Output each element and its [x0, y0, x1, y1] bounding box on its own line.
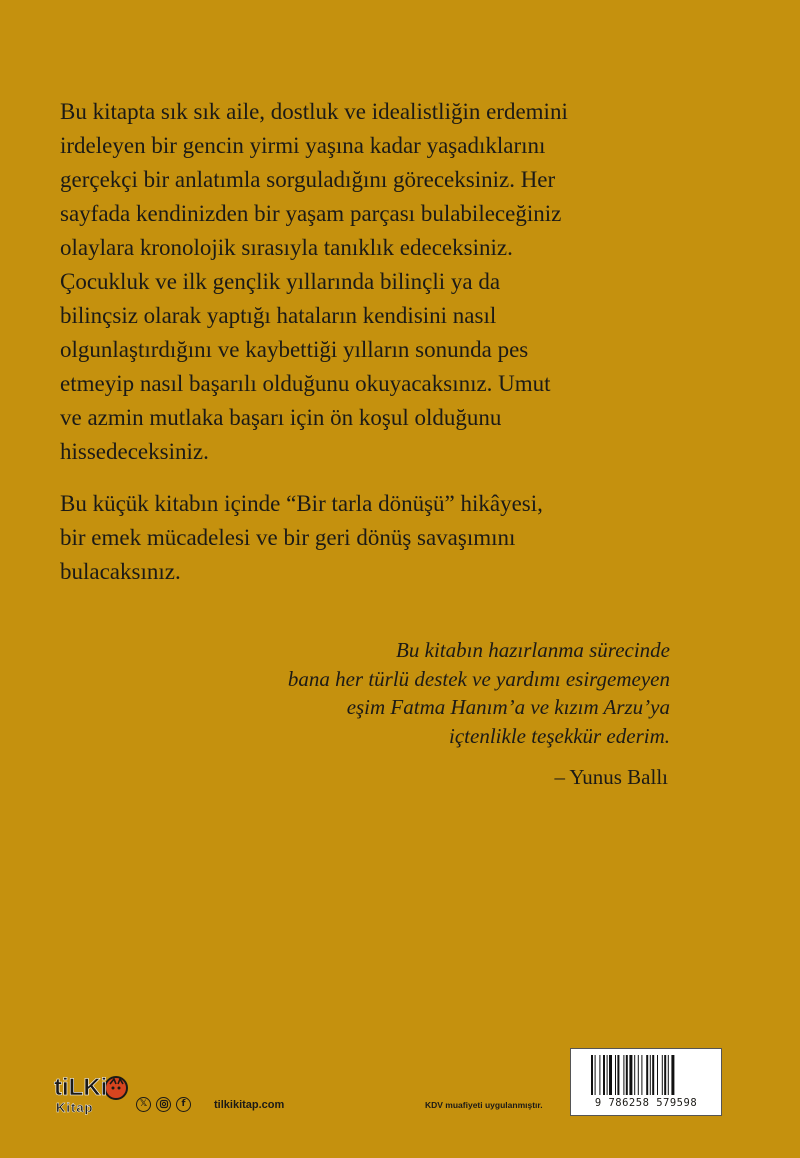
- blurb-line: irdeleyen bir gencin yirmi yaşına kadar yaşadıklarını: [60, 133, 546, 158]
- barcode-bar: [615, 1055, 616, 1095]
- blurb-line: ve azmin mutlaka başarı için ön koşul olduğunu: [60, 405, 502, 430]
- instagram-icon[interactable]: [156, 1097, 171, 1112]
- blurb-line: etmeyip nasıl başarılı olduğunu okuyacaksınız. Umut: [60, 371, 551, 396]
- blurb-line: olgunlaştırdığını ve kaybettiği yılların sonunda pes: [60, 337, 529, 362]
- barcode-bar: [626, 1055, 628, 1095]
- blurb-line: bir emek mücadelesi ve bir geri dönüş savaşımını: [60, 525, 516, 550]
- blurb-line: sayfada kendinizden bir yaşam parçası bulabileceğiniz: [60, 201, 562, 226]
- barcode-bar: [641, 1055, 642, 1095]
- barcode-bar: [638, 1055, 639, 1095]
- acknowledgement-line: içtenlikle teşekkür ederim.: [449, 723, 670, 748]
- blurb-line: Bu kitapta sık sık aile, dostluk ve idealistliğin erdemini: [60, 99, 568, 124]
- barcode-bar: [607, 1055, 608, 1095]
- author-signature: – Yunus Ballı: [554, 765, 668, 789]
- barcode-bar: [662, 1055, 663, 1095]
- barcode-bar: [657, 1055, 658, 1095]
- blurb-line: bulacaksınız.: [60, 559, 181, 584]
- publisher-logo: [52, 1068, 132, 1120]
- blurb-paragraph-2: [60, 487, 760, 589]
- barcode-bar: [668, 1055, 669, 1095]
- barcode-bar: [634, 1055, 635, 1095]
- blurb-line: hissedeceksiniz.: [60, 439, 209, 464]
- blurb-line: Bu küçük kitabın içinde “Bir tarla dönüşü” hikâyesi,: [60, 491, 543, 516]
- facebook-icon[interactable]: f: [176, 1097, 191, 1112]
- blurb-line: olaylara kronolojik sırasıyla tanıklık edeceksiniz.: [60, 235, 513, 260]
- isbn-number: 9 786258 579598: [594, 1097, 698, 1109]
- barcode-bar: [595, 1055, 596, 1095]
- barcode-bar: [623, 1055, 624, 1095]
- blurb-line: bilinçsiz olarak yaptığı hataların kendisini nasıl: [60, 303, 497, 328]
- barcode-bar: [671, 1055, 674, 1095]
- barcode-bar: [652, 1055, 654, 1095]
- isbn-barcode: [570, 1048, 722, 1116]
- tax-note: KDV muafiyeti uygulanmıştır.: [425, 1100, 543, 1110]
- blurb-line: Çocukluk ve ilk gençlik yıllarında bilinçli ya da: [60, 269, 501, 294]
- social-links: [136, 1097, 191, 1112]
- barcode-bars: [591, 1055, 701, 1095]
- svg-text:tiLKi: tiLKi: [54, 1074, 108, 1101]
- barcode-bar: [646, 1055, 648, 1095]
- acknowledgement-line: bana her türlü destek ve yardımı esirgemeyen: [287, 666, 670, 691]
- publisher-website[interactable]: tilkikitap.com: [214, 1099, 285, 1111]
- fox-logo-icon: [52, 1068, 132, 1120]
- blurb-line: gerçekçi bir anlatımla sorguladığını göreceksiniz. Her: [60, 167, 556, 192]
- blurb-paragraph-1: [60, 95, 760, 469]
- barcode-bar: [650, 1055, 651, 1095]
- barcode-bar: [599, 1055, 600, 1095]
- barcode-bar: [664, 1055, 666, 1095]
- barcode-bar: [609, 1055, 612, 1095]
- acknowledgement: [288, 636, 670, 750]
- barcode-bar: [629, 1055, 632, 1095]
- barcode-bar: [617, 1055, 619, 1095]
- barcode-bar: [591, 1055, 593, 1095]
- acknowledgement-line: Bu kitabın hazırlanma sürecinde: [396, 638, 670, 662]
- x-icon[interactable]: 𝕏: [136, 1097, 151, 1112]
- svg-text:Kitap: Kitap: [56, 1100, 94, 1115]
- barcode-bar: [603, 1055, 605, 1095]
- acknowledgement-line: eşim Fatma Hanım’a ve kızım Arzu’ya: [346, 695, 670, 719]
